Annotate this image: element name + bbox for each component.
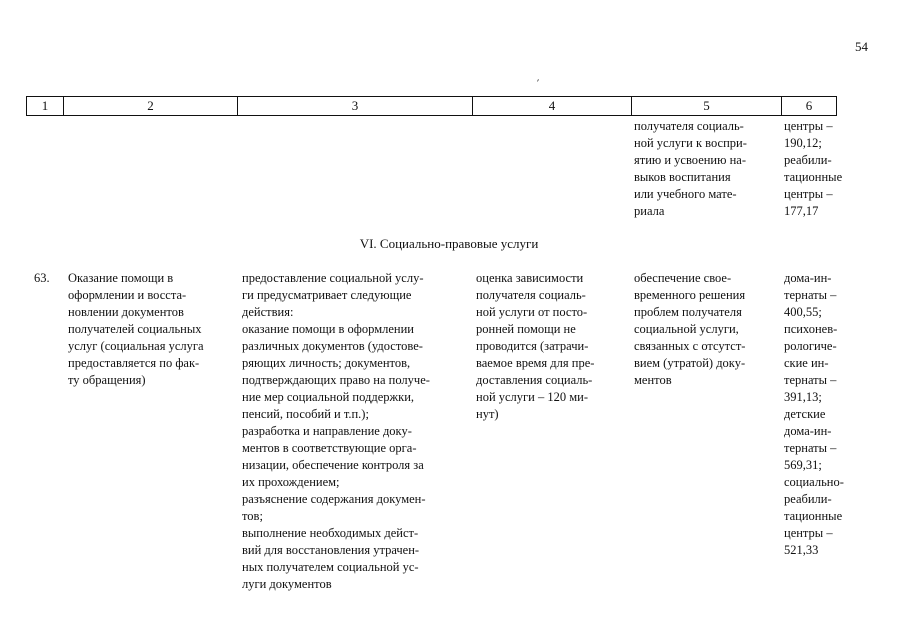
row-number: 63. — [34, 271, 50, 285]
section-title: VI. Социально-правовые услуги — [359, 236, 539, 251]
header-col-2: 2 — [64, 97, 238, 115]
table-header-row — [26, 96, 837, 116]
service-tariff-cell: дома-ин- тернаты – 400,55; психонев- рологиче- ские ин- тернаты – 391,13; детские дома-ин- тернаты – 569,31; социально- реабили- тационные центры – 521,33 — [784, 271, 844, 557]
header-col-1: 1 — [27, 97, 64, 115]
header-col-6: 6 — [805, 98, 813, 113]
page-number: 54 — [855, 39, 868, 54]
continuation-tariff-cell: центры – 190,12; реабили- тационные центры – 177,17 — [784, 119, 843, 218]
header-col-3: 3 — [238, 97, 473, 115]
header-col-4: 4 — [473, 97, 632, 115]
service-quality-cell: обеспечение свое- временного решения проблем получателя социальной услуги, связанных с отсутст- вием (утратой) доку- ментов — [634, 271, 746, 387]
service-name-cell: Оказание помощи в оформлении и восста- новлении документов получателей социальных услуг (социальная услуга предоставляется по фак- ту обращения) — [68, 271, 204, 387]
service-standard-cell: оценка зависимости получателя социаль- ной услуги от посто- ронней помощи не проводится (затрачи- ваемое время для пре- доставления социаль- ной услуги – 120 ми- нут) — [476, 271, 595, 421]
header-col-5: 5 — [632, 97, 782, 115]
continuation-quality-cell: получателя социаль- ной услуги к воспри- ятию и усвоению на- выков воспитания или учебного мате- риала — [634, 119, 747, 218]
stray-mark: ´ — [535, 77, 544, 91]
service-description-cell: предоставление социальной услу- ги предусматривает следующие действия: оказание помощи в оформлении различных документов (удостове- ряющих личность; документов, подтверждающих право на получе- ние мер социальной поддержки, пенсий, пособий и т.п.); разработка и направление доку- ментов в соответствующие орга- низации, обеспечение контроля за их прохождением; разъяснение содержания докумен- тов; выполнение необходимых дейст- вий для восстановления утрачен- ных получателем социальной ус- луги документов — [242, 271, 430, 591]
